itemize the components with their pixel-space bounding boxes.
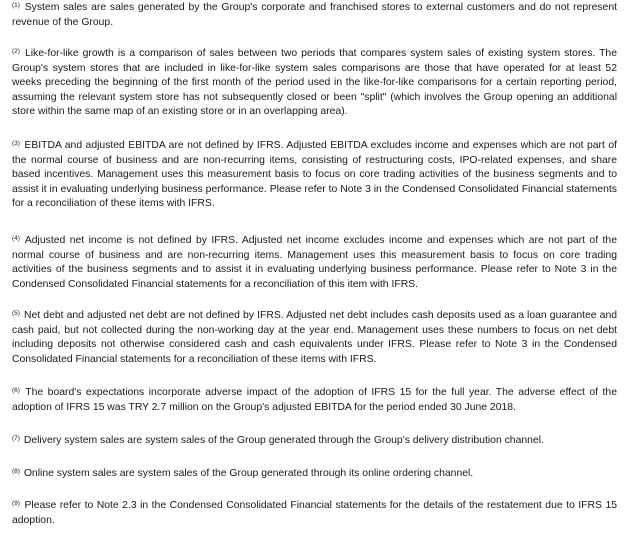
footnote-text: System sales are sales generated by the Group's corporate and franchised stores to external customers and do not represent revenue of the Group.: [12, 2, 618, 28]
footnote-text: Like-for-like growth is a comparison of sales between two periods that compares system sales of existing system stores. The Group's system stores that are included in like-for-like system sales comparisons are those that have operated for at least 52 weeks preceding the beginning of the first month of the period used in the like-for-like comparisons for a certain reporting period, assuming the relevant system store has not subsequently closed or been "split" (which involves the Group opening an additional store within the same map of an existing store or in an overlapping area).: [12, 48, 617, 118]
footnote-text: Please refer to Note 2.3 in the Condensed Consolidated Financial statements for the details of the restatement due to IFRS 15 adoption.: [12, 500, 618, 526]
footnote-text: Delivery system sales are system sales of the Group generated through the Group's delivery distribution channel.: [23, 435, 544, 446]
footnote-3: [12, 139, 617, 212]
footnote-text: Online system sales are system sales of the Group generated through its online ordering channel.: [23, 468, 474, 479]
footnote-marker: (9): [12, 500, 20, 507]
footnote-marker: (8): [12, 468, 20, 475]
footnote-marker: (7): [12, 435, 20, 442]
footnote-marker: (3): [12, 140, 20, 147]
footnote-marker: (4): [12, 235, 20, 242]
footnote-marker: (2): [12, 48, 20, 55]
footnote-1: [12, 1, 617, 30]
footnote-7: [12, 434, 617, 449]
footnote-marker: (5): [12, 310, 20, 317]
footnote-marker: (6): [12, 387, 20, 394]
footnote-text: The board's expectations incorporate adverse impact of the adoption of IFRS 15 for the full year. The adverse effect of the adoption of IFRS 15 was TRY 2.7 million on the Group's adjusted EBITDA for the period ended 30 June 2018.: [12, 387, 617, 413]
footnote-4: [12, 234, 617, 292]
footnote-text: Net debt and adjusted net debt are not defined by IFRS. Adjusted net debt includes cash deposits used as a loan guarantee and cash paid, but not collected during the non-working day at the year end. Management uses these numbers to focus on net debt including deposits not otherwise considered cash and cash equivalents under IFRS. Please refer to Note 3 in the Condensed Consolidated Financial statements for a reconciliation of these items with IFRS.: [12, 310, 618, 365]
footnote-text: EBITDA and adjusted EBITDA are not defined by IFRS. Adjusted EBITDA excludes income and expenses which are not part of the normal course of business and are non-recurring items, consisting of restructuring costs, IPO-related expenses, and share based incentives. Management uses this measurement basis to focus on core trading activities of the business segments and to assist it in evaluating underlying business performance. Please refer to Note 3 in the Condensed Consolidated Financial statements for a reconciliation of these items with IFRS.: [12, 140, 617, 210]
footnote-8: [12, 467, 617, 482]
footnote-5: [12, 309, 617, 367]
footnote-9: [12, 499, 617, 528]
footnote-marker: (1): [12, 2, 20, 9]
footnote-6: [12, 386, 617, 415]
footnote-2: [12, 47, 617, 120]
footnote-text: Adjusted net income is not defined by IFRS. Adjusted net income excludes income and expenses which are not part of the normal course of business and are non-recurring items. Management uses this measurement basis to focus on core trading activities of the business segments and to assist it in evaluating underlying business performance. Please refer to Note 3 in the Condensed Consolidated Financial statements for a reconciliation of this item with IFRS.: [12, 235, 617, 290]
